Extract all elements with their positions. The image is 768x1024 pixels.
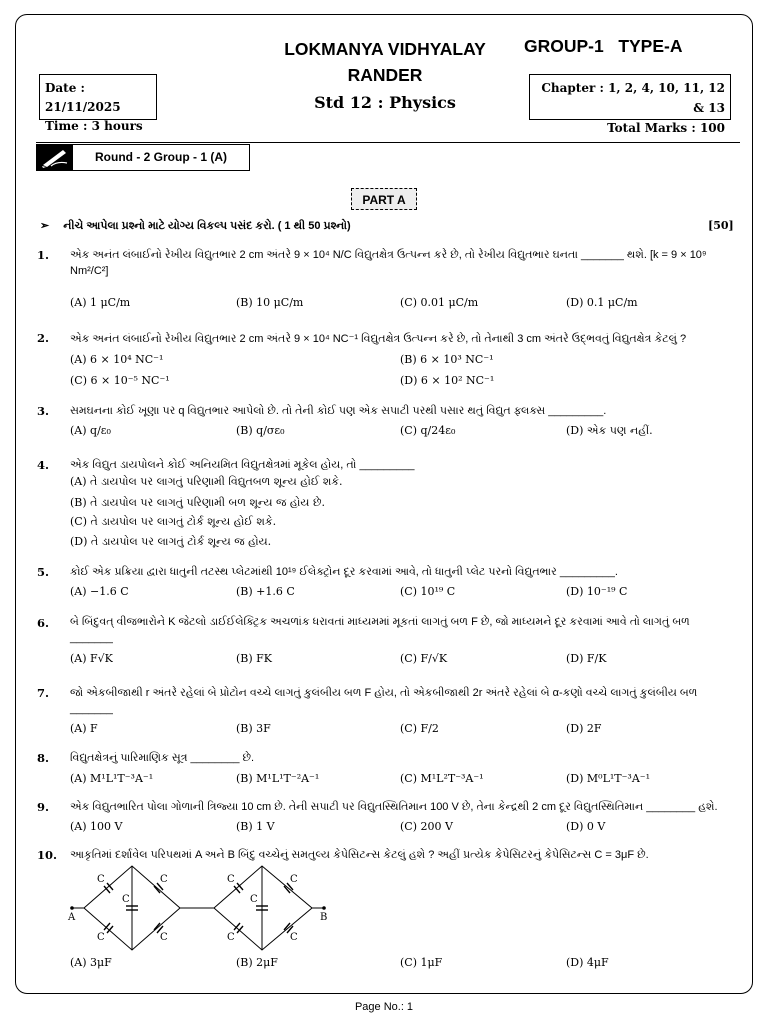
option-b: (B) q/σε₀ bbox=[236, 424, 285, 437]
instruction-text: નીચે આપેલા પ્રશ્નો માટે યોગ્ય વિકલ્પ પસંદ કરો. ( 1 થી 50 પ્રશ્નો) bbox=[63, 220, 351, 232]
question-text: સમઘનના કોઈ ખૂણા પર q વિદ્યુતભાર આપેલો છે. તો તેની કોઈ પણ એક સપાટી પરથી પસાર થતું વિદ્યુત ફ્લક્સ _________. bbox=[70, 405, 607, 417]
option-c: (C) તે ડાયપોલ પર લાગતું ટોર્ક શૂન્ય હોઈ શકે. bbox=[70, 515, 277, 528]
cap-label: C bbox=[290, 874, 298, 885]
cap-label: C bbox=[250, 894, 258, 905]
option-c: (C) 0.01 μC/m bbox=[400, 296, 479, 309]
question-text: જો એકબીજાથી r અંતરે રહેલાં બે પ્રોટોન વચ્ચે લાગતું કુલંબીય બળ F હોય, તો એકબીજાથી 2r અંતરે રહેલાં બે α-કણો વચ્ચે લાગતું કુલંબીય બળ _______ bbox=[70, 687, 698, 715]
school-name: LOKMANYA VIDHYALAY RANDER bbox=[284, 39, 486, 85]
header-divider bbox=[36, 142, 740, 143]
chapter-marks-box bbox=[529, 74, 731, 135]
option-a: (A) 3μF bbox=[70, 956, 112, 969]
question-number: 9. bbox=[37, 800, 50, 814]
option-a: (A) 100 V bbox=[70, 820, 123, 833]
exam-time: Time : 3 hours bbox=[45, 119, 143, 133]
option-b: (B) 10 μC/m bbox=[236, 296, 304, 309]
cap-label: C bbox=[97, 932, 105, 943]
point-b-label: B bbox=[320, 912, 328, 923]
question-text: એક વિદ્યુત ડાયપોલને કોઈ અનિયમિત વિદ્યુતક્ષેત્રમાં મૂકેલ હોય, તો _________ bbox=[70, 459, 415, 471]
cap-label: C bbox=[97, 874, 105, 885]
round-label: Round - 2 Group - 1 (A) bbox=[95, 150, 227, 164]
question-number: 8. bbox=[37, 751, 50, 765]
cap-label: C bbox=[160, 874, 168, 885]
option-b: (B) 6 × 10³ NC⁻¹ bbox=[400, 353, 494, 366]
option-b: (B) +1.6 C bbox=[236, 585, 295, 598]
question-text: એક વિદ્યુતભારિત પોલા ગોળાની ત્રિજ્યા 10 cm છે. તેની સપાટી પર વિદ્યુતસ્થિતિમાન 100 V છે, તેના કેન્દ્રથી 2 cm દૂર વિદ્યુતસ્થિતિમાન ________ હશે. bbox=[70, 801, 718, 813]
option-b: (B) FK bbox=[236, 652, 273, 665]
pen-hand-icon bbox=[37, 145, 73, 170]
cap-label: C bbox=[227, 874, 235, 885]
total-marks: Total Marks : 100 bbox=[607, 121, 725, 135]
group-type: GROUP-1 TYPE-A bbox=[524, 36, 683, 56]
option-c: (C) 1μF bbox=[400, 956, 443, 969]
option-c: (C) 200 V bbox=[400, 820, 453, 833]
option-d: (D) F/K bbox=[566, 652, 607, 665]
question-number: 2. bbox=[37, 331, 50, 345]
question-number: 4. bbox=[37, 458, 50, 472]
option-d: (D) તે ડાયપોલ પર લાગતું ટોર્ક શૂન્ય જ હોય. bbox=[70, 535, 272, 548]
option-b: (B) તે ડાયપોલ પર લાગતું પરિણામી બળ શૂન્ય જ હોય છે. bbox=[70, 496, 325, 509]
cap-label: C bbox=[160, 932, 168, 943]
question-number: 1. bbox=[37, 248, 50, 262]
question-number: 6. bbox=[37, 616, 50, 630]
option-a: (A) F bbox=[70, 722, 98, 735]
question-text: કોઈ એક પ્રક્રિયા દ્વારા ધાતુની તટસ્થ પ્લેટમાંથી 10¹⁹ ઈલેક્ટ્રોન દૂર કરવામાં આવે, તો ધાતુની પ્લેટ પરનો વિદ્યુતભાર _________. bbox=[70, 566, 618, 578]
part-heading: PART A bbox=[351, 188, 417, 210]
option-d: (D) 10⁻¹⁹ C bbox=[566, 585, 628, 598]
option-d: (D) એક પણ નહીં. bbox=[566, 424, 653, 437]
question-number: 3. bbox=[37, 404, 50, 418]
option-b: (B) 2μF bbox=[236, 956, 278, 969]
date-time-box bbox=[39, 74, 157, 133]
option-c: (C) M¹L²T⁻³A⁻¹ bbox=[400, 772, 484, 785]
question-text: એક અનંત લંબાઈનો રેખીય વિદ્યુતભાર 2 cm અંતરે 9 × 10⁴ NC⁻¹ વિદ્યુતક્ષેત્ર ઉત્પન્ન કરે છે, તો તેનાથી 3 cm અંતરે ઉદ્ભવતું વિદ્યુતક્ષેત્ર કેટલું ? bbox=[70, 333, 687, 345]
option-d: (D) 0 V bbox=[566, 820, 606, 833]
point-a-label: A bbox=[68, 912, 76, 923]
question-number: 10. bbox=[37, 848, 58, 862]
question-text: આકૃતિમાં દર્શાવેલ પરિપથમાં A અને B બિંદુ વચ્ચેનું સમતુલ્ય કેપેસિટન્સ કેટલું હશે ? અહીં પ્રત્યેક કેપેસિટરનું કેપેસિટન્સ C = 3μF છે. bbox=[70, 849, 649, 861]
cap-label: C bbox=[290, 932, 298, 943]
option-d: (D) 2F bbox=[566, 722, 602, 735]
capacitor-circuit-diagram bbox=[62, 862, 342, 958]
option-d: (D) 0.1 μC/m bbox=[566, 296, 638, 309]
option-c: (C) 6 × 10⁻⁵ NC⁻¹ bbox=[70, 374, 170, 387]
option-c: (C) F/2 bbox=[400, 722, 439, 735]
question-text: એક અનંત લંબાઈનો રેખીય વિદ્યુતભાર 2 cm અંતરે 9 × 10⁴ N/C વિદ્યુતક્ષેત્ર ઉત્પન્ન કરે છે, તો રેખીય વિદ્યુતભાર ઘનતા _______ થશે. [k = 9 × 10⁹ Nm²/C²] bbox=[70, 249, 707, 277]
option-a: (A) q/ε₀ bbox=[70, 424, 111, 437]
option-a: (A) −1.6 C bbox=[70, 585, 129, 598]
option-a: (A) M¹L¹T⁻³A⁻¹ bbox=[70, 772, 154, 785]
section-marks: [50] bbox=[708, 219, 734, 232]
question-number: 7. bbox=[37, 686, 50, 700]
option-a: (A) F√K bbox=[70, 652, 113, 665]
exam-date: Date : 21/11/2025 bbox=[45, 81, 121, 114]
option-b: (B) 1 V bbox=[236, 820, 275, 833]
option-c: (C) q/24ε₀ bbox=[400, 424, 456, 437]
option-d: (D) 6 × 10² NC⁻¹ bbox=[400, 374, 495, 387]
question-number: 5. bbox=[37, 565, 50, 579]
cap-label: C bbox=[122, 894, 130, 905]
option-d: (D) 4μF bbox=[566, 956, 609, 969]
page-number: Page No.: 1 bbox=[354, 1001, 414, 1013]
option-c: (C) 10¹⁹ C bbox=[400, 585, 456, 598]
round-bar bbox=[36, 144, 250, 171]
standard-subject: Std 12 : Physics bbox=[314, 93, 456, 112]
question-text: બે બિંદુવત્ વીજભારોને K જેટલો ડાઈઈલેક્ટ્રિક અચળાંક ધરાવતાં માધ્યમમાં મૂકતાં લાગતું બળ F છે, જો માધ્યમને દૂર કરવામાં આવે તો લાગતું બળ _______ bbox=[70, 616, 690, 644]
question-text: વિદ્યુતક્ષેત્રનું પારિમાણિક સૂત્ર ________ છે. bbox=[70, 752, 255, 764]
option-a: (A) તે ડાયપોલ પર લાગતું પરિણામી વિદ્યુતબળ શૂન્ય હોઈ શકે. bbox=[70, 475, 343, 488]
option-b: (B) 3F bbox=[236, 722, 271, 735]
arrow-icon: ➢ bbox=[40, 220, 50, 232]
option-c: (C) F/√K bbox=[400, 652, 448, 665]
chapters: Chapter : 1, 2, 4, 10, 11, 12 & 13 bbox=[541, 81, 725, 115]
option-a: (A) 6 × 10⁴ NC⁻¹ bbox=[70, 353, 164, 366]
option-b: (B) M¹L¹T⁻²A⁻¹ bbox=[236, 772, 320, 785]
instruction bbox=[40, 219, 351, 233]
cap-label: C bbox=[227, 932, 235, 943]
option-d: (D) M⁰L¹T⁻³A⁻¹ bbox=[566, 772, 650, 785]
option-a: (A) 1 μC/m bbox=[70, 296, 131, 309]
